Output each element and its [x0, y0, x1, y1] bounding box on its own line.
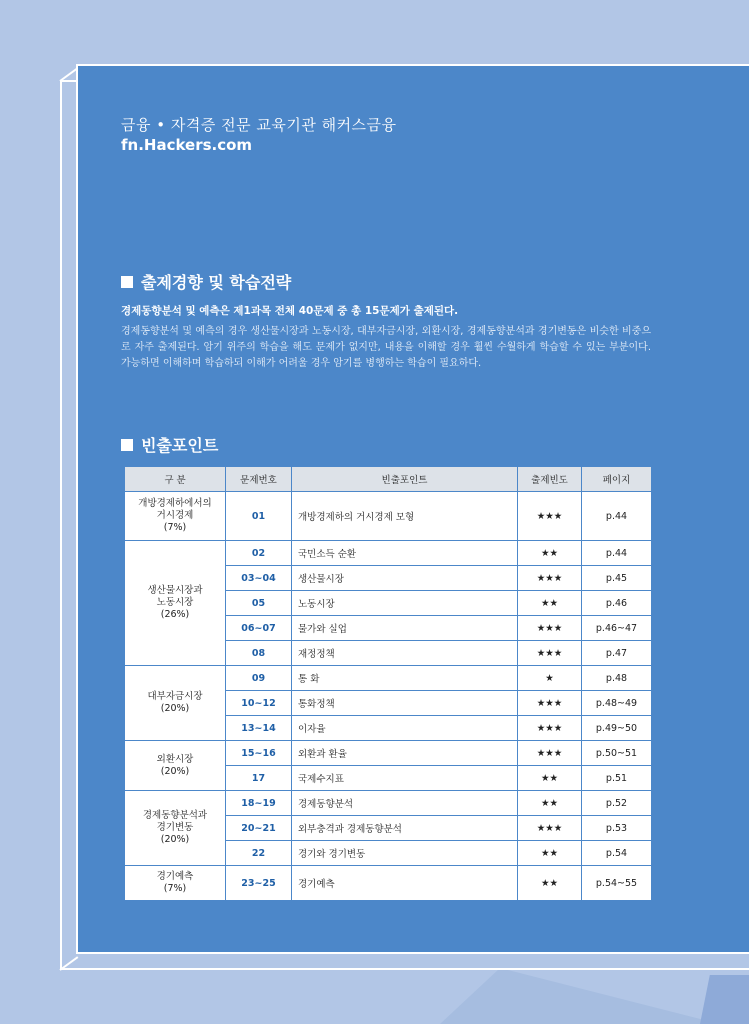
frequency-cell: ★★★	[518, 716, 582, 741]
page-cell: p.51	[582, 766, 652, 791]
point-cell: 재정정책	[292, 641, 518, 666]
question-number-cell: 13~14	[226, 716, 292, 741]
lead-sentence: 경제동향분석 및 예측은 제1과목 전체 40문제 중 총 15문제가 출제된다.	[121, 305, 459, 317]
question-number-cell: 15~16	[226, 741, 292, 766]
background-shape	[440, 968, 720, 1024]
point-cell: 경제동향분석	[292, 791, 518, 816]
table-header-row	[125, 467, 652, 492]
frequency-cell: ★★★	[518, 691, 582, 716]
page-cell: p.53	[582, 816, 652, 841]
page-cell: p.47	[582, 641, 652, 666]
question-number-cell: 03~04	[226, 566, 292, 591]
category-line: 거시경제	[156, 510, 194, 521]
frequency-cell: ★★★	[518, 566, 582, 591]
body-paragraph: 경제동향분석 및 예측의 경우 생산물시장과 노동시장, 대부자금시장, 외환시장, 경제동향분석과 경기변동은 비슷한 비중으로 자주 출제된다. 암기 위주의 학습을 해도 문제가 없지만, 내용을 이해할 경우 훨씬 수월하게 학습할 수 있는 부분이다. 가능하면 이해하며 학습하되 이해가 어려울 경우 암기를 병행하는 학습이 필요하다.	[121, 326, 651, 369]
category-line: (7%)	[163, 883, 187, 894]
point-cell: 생산물시장	[292, 566, 518, 591]
page-cell: p.48	[582, 666, 652, 691]
content-panel	[76, 64, 749, 954]
page-cell: p.54~55	[582, 866, 652, 901]
page-cell: p.44	[582, 492, 652, 541]
point-cell: 개방경제하의 거시경제 모형	[292, 492, 518, 541]
page-cell: p.48~49	[582, 691, 652, 716]
category-line: 개방경제하에서의	[138, 498, 212, 509]
category-line: (7%)	[163, 522, 187, 533]
question-number-cell: 08	[226, 641, 292, 666]
frequency-cell: ★★★	[518, 616, 582, 641]
point-cell: 경기와 경기변동	[292, 841, 518, 866]
frequency-cell: ★★	[518, 841, 582, 866]
category-line: (20%)	[160, 834, 190, 845]
point-cell: 외부충격과 경제동향분석	[292, 816, 518, 841]
frequency-cell: ★★★	[518, 641, 582, 666]
category-line: 경기변동	[156, 822, 194, 833]
section-title: 빈출포인트	[141, 436, 219, 455]
page-cell: p.45	[582, 566, 652, 591]
frequency-cell: ★★	[518, 791, 582, 816]
table-row	[125, 541, 652, 566]
question-number-cell: 18~19	[226, 791, 292, 816]
frequency-cell: ★★★	[518, 741, 582, 766]
page-cell: p.49~50	[582, 716, 652, 741]
question-number-cell: 09	[226, 666, 292, 691]
frequency-cell: ★★★	[518, 816, 582, 841]
question-number-cell: 02	[226, 541, 292, 566]
question-number-cell: 22	[226, 841, 292, 866]
question-number-cell: 17	[226, 766, 292, 791]
frequency-cell: ★	[518, 666, 582, 691]
header-cell: 구 분	[125, 467, 226, 492]
frequency-cell: ★★	[518, 541, 582, 566]
category-cell	[125, 492, 226, 541]
category-line: (26%)	[160, 609, 190, 620]
point-cell: 외환과 환율	[292, 741, 518, 766]
category-line: 경제동향분석과	[142, 810, 208, 821]
header-cell: 출제빈도	[518, 467, 582, 492]
page-cell: p.54	[582, 841, 652, 866]
frequency-table	[124, 466, 652, 901]
table-row	[125, 741, 652, 766]
category-cell	[125, 866, 226, 901]
header-cell: 빈출포인트	[292, 467, 518, 492]
header-cell: 문제번호	[226, 467, 292, 492]
frequency-cell: ★★	[518, 766, 582, 791]
frequency-cell: ★★	[518, 866, 582, 901]
frequency-cell: ★★★	[518, 492, 582, 541]
square-bullet-icon	[121, 439, 133, 451]
category-line: 생산물시장과	[147, 585, 203, 596]
point-cell: 국제수지표	[292, 766, 518, 791]
category-line: 노동시장	[156, 597, 194, 608]
question-number-cell: 10~12	[226, 691, 292, 716]
category-cell	[125, 541, 226, 666]
brand-url: fn.Hackers.com	[121, 136, 253, 154]
category-cell	[125, 791, 226, 866]
category-cell	[125, 666, 226, 741]
brand-tagline: 금융 • 자격증 전문 교육기관 해커스금융	[121, 116, 397, 134]
table-row	[125, 866, 652, 901]
frequency-cell: ★★	[518, 591, 582, 616]
point-cell: 노동시장	[292, 591, 518, 616]
question-number-cell: 05	[226, 591, 292, 616]
page-cell: p.46~47	[582, 616, 652, 641]
page-cell: p.50~51	[582, 741, 652, 766]
question-number-cell: 01	[226, 492, 292, 541]
table-row	[125, 492, 652, 541]
point-cell: 물가와 실업	[292, 616, 518, 641]
category-line: (20%)	[160, 765, 190, 777]
section-title: 출제경향 및 학습전략	[141, 273, 292, 292]
section-heading-strategy	[121, 270, 291, 293]
category-line: (20%)	[160, 703, 190, 714]
point-cell: 통 화	[292, 666, 518, 691]
question-number-cell: 06~07	[226, 616, 292, 641]
category-line: 대부자금시장	[147, 691, 203, 702]
point-cell: 국민소득 순환	[292, 541, 518, 566]
table-row	[125, 666, 652, 691]
question-number-cell: 20~21	[226, 816, 292, 841]
header-cell: 페이지	[582, 467, 652, 492]
category-line: 외환시장	[156, 753, 194, 765]
point-cell: 통화정책	[292, 691, 518, 716]
point-cell: 경기예측	[292, 866, 518, 901]
page-cell: p.44	[582, 541, 652, 566]
section-heading-points	[121, 433, 218, 456]
category-line: 경기예측	[156, 871, 194, 882]
page-cell: p.52	[582, 791, 652, 816]
square-bullet-icon	[121, 276, 133, 288]
table-row	[125, 791, 652, 816]
page-cell: p.46	[582, 591, 652, 616]
point-cell: 이자율	[292, 716, 518, 741]
question-number-cell: 23~25	[226, 866, 292, 901]
category-cell	[125, 741, 226, 791]
